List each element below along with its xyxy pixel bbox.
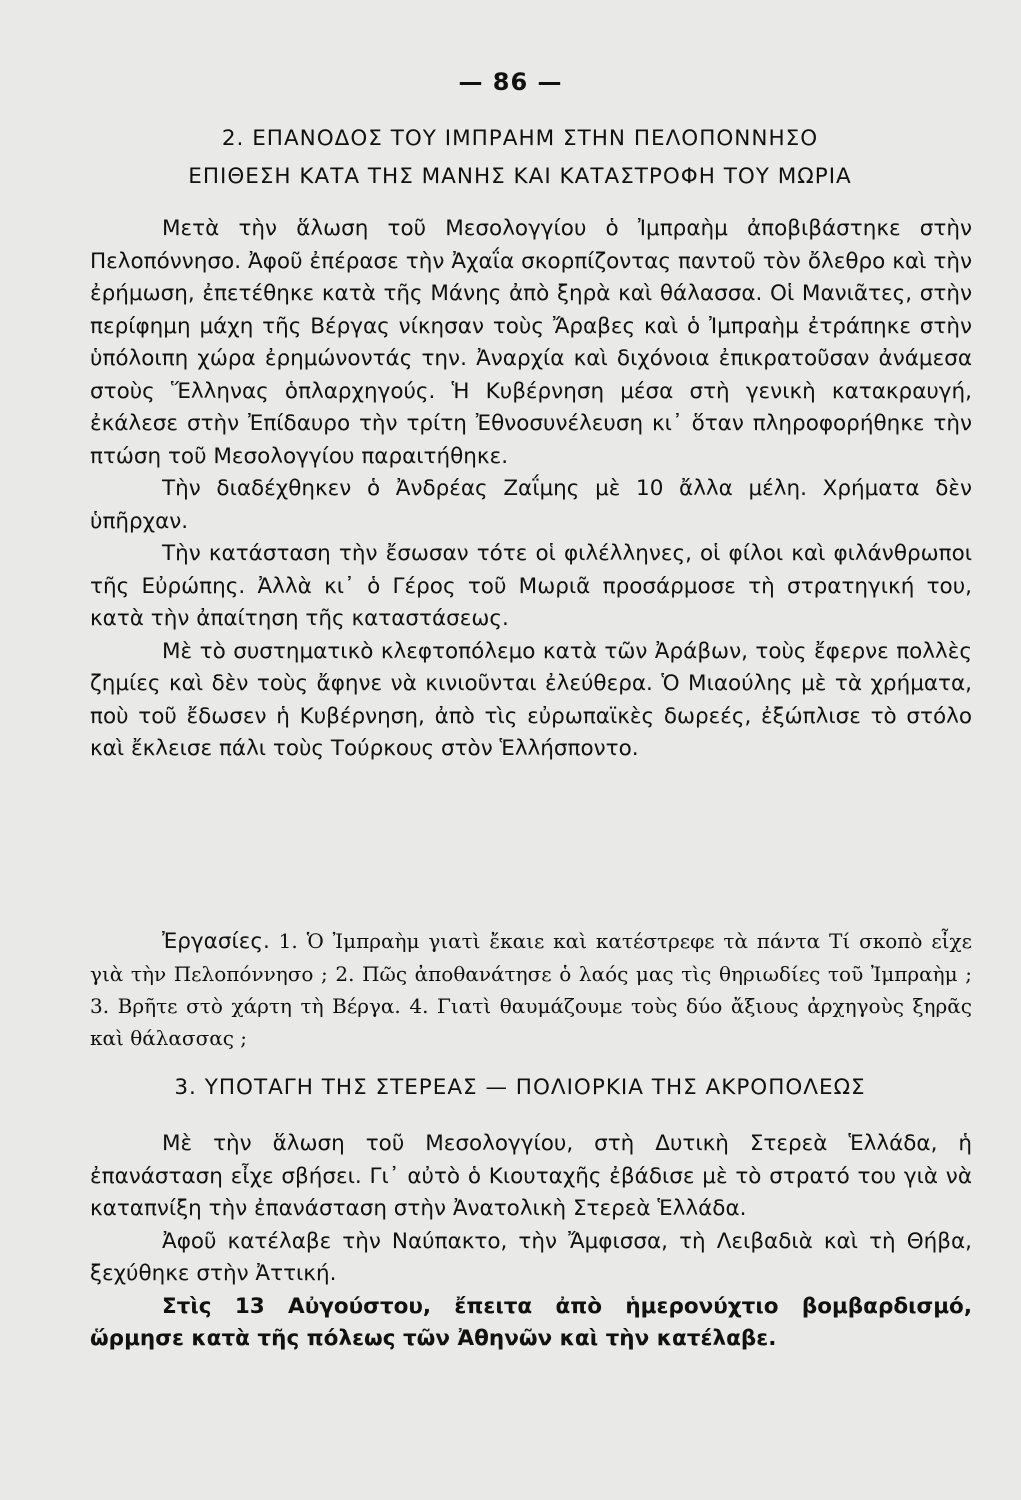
section-heading-2-line2: ΕΠΙΘΕΣΗ ΚΑΤΑ ΤΗΣ ΜΑΝΗΣ ΚΑΙ ΚΑΤΑΣΤΡΟΦΗ ΤΟΥ ΜΩΡΙΑ (188, 164, 852, 189)
paragraph: Τὴν διαδέχθηκεν ὁ Ἀνδρέας Ζαΐμης μὲ 10 ἄλλα μέλη. Χρήματα δὲν ὑπῆρχαν. (90, 476, 972, 534)
paragraph: Ἀφοῦ κατέλαβε τὴν Ναύπακτο, τὴν Ἄμφισσα, τὴ Λειβαδιὰ καὶ τὴ Θήβα, ξεχύθηκε στὴν Ἀττική. (90, 1228, 972, 1286)
paragraph: Μὲ τὸ συστηματικὸ κλεφτοπόλεμο κατὰ τῶν Ἀράβων, τοὺς ἔφερνε πολλὲς ζημίες καὶ δὲν τοὺς ἄφηνε νὰ κινιοῦνται ἐλεύθερα. Ὁ Μιαούλης μὲ τὰ χρήματα, ποὺ τοῦ ἔδωσεν ἡ Κυβέρνηση, ἀπὸ τὶς εὐρωπαϊκὲς δωρεές, ἐξώπλισε τὸ στόλο καὶ ἔκλεισε πάλι τοὺς Τούρκους στὸν Ἑλλήσποντο. (90, 638, 972, 761)
section-3-body (90, 1128, 972, 1356)
paragraph: Μὲ τὴν ἅλωση τοῦ Μεσολογγίου, στὴ Δυτικὴ Στερεὰ Ἑλλάδα, ἡ ἐπανάσταση εἶχε σβήσει. Γι᾽ αὐτὸ ὁ Κιουταχῆς ἐβάδισε μὲ τὸ στρατό του γιὰ νὰ καταπνίξη τὴν ἐπανάσταση στὴν Ἀνατολικὴ Στερεὰ Ἑλλάδα. (90, 1131, 972, 1221)
exercises-block (90, 925, 972, 1054)
page-number: — 86 — (458, 68, 563, 96)
exercises-paragraph (90, 925, 972, 1054)
section-2-body (90, 213, 972, 766)
paragraph: Τὴν κατάσταση τὴν ἔσωσαν τότε οἱ φιλέλληνες, οἱ φίλοι καὶ φιλάνθρωποι τῆς Εὐρώπης. Ἀλλὰ κι᾽ ὁ Γέρος τοῦ Μωριᾶ προσάρμοσε τὴ στρατηγική του, κατὰ τὴν ἀπαίτηση τῆς καταστάσεως. (90, 541, 972, 631)
section-heading-2-line1: 2. ΕΠΑΝΟΔΟΣ ΤΟΥ ΙΜΠΡΑΗΜ ΣΤΗΝ ΠΕΛΟΠΟΝΝΗΣΟ (221, 126, 819, 151)
paragraph: Στὶς 13 Αὐγούστου, ἔπειτα ἀπὸ ἡμερονύχτιο βομβαρδισμό, ὥρμησε κατὰ τῆς πόλεως τῶν Ἀθηνῶν καὶ τὴν κατέλαβε. (90, 1293, 972, 1351)
paragraph: Μετὰ τὴν ἅλωση τοῦ Μεσολογγίου ὁ Ἰμπραὴμ ἀποβιβάστηκε στὴν Πελοπόννησο. Ἀφοῦ ἐπέρασε τὴν Ἀχαΐα σκορπίζοντας παντοῦ τὸν ὄλεθρο καὶ τὴν ἐρήμωση, ἐπετέθηκε κατὰ τῆς Μάνης ἀπὸ ξηρὰ καὶ θάλασσα. Οἱ Μανιᾶτες, στὴν περίφημη μάχη τῆς Βέργας νίκησαν τοὺς Ἄραβες καὶ ὁ Ἰμπραὴμ ἐτράπηκε στὴν ὑπόλοιπη χώρα ἐρημώνοντάς την. Ἀναρχία καὶ διχόνοια ἐπικρατοῦσαν ἀνάμεσα στοὺς Ἕλληνας ὁπλαρχηγούς. Ἡ Κυβέρνηση μέσα στὴ γενικὴ κατακραυγή, ἐκάλεσε στὴν Ἐπίδαυρο τὴν τρίτη Ἐθνοσυνέλευση κι᾽ ὅταν πληροφορήθηκε τὴν πτώση τοῦ Μεσολογγίου παραιτήθηκε. (90, 216, 972, 469)
section-heading-3: 3. ΥΠΟΤΑΓΗ ΤΗΣ ΣΤΕΡΕΑΣ — ΠΟΛΙΟΡΚΙΑ ΤΗΣ ΑΚΡΟΠΟΛΕΩΣ (174, 1075, 866, 1100)
exercises-label: Ἐργασίες. (162, 929, 270, 954)
section-heading-2 (90, 120, 950, 196)
exercises-text: 1. Ὁ Ἰμπραὴμ γιατὶ ἔκαιε καὶ κατέστρεφε τὰ πάντα Τί σκοπὸ εἶχε γιὰ τὴν Πελοπόννησο ; 2. Πῶς ἀποθανάτησε ὁ λαός μας τὶς θηριωδίες τοῦ Ἰμπραὴμ ; 3. Βρῆτε στὸ χάρτη τὴ Βέργα. 4. Γιατὶ θαυμάζουμε τοὺς δύο ἄξιους ἀρχηγοὺς ξηρᾶς καὶ θάλασσας ; (90, 929, 972, 1050)
